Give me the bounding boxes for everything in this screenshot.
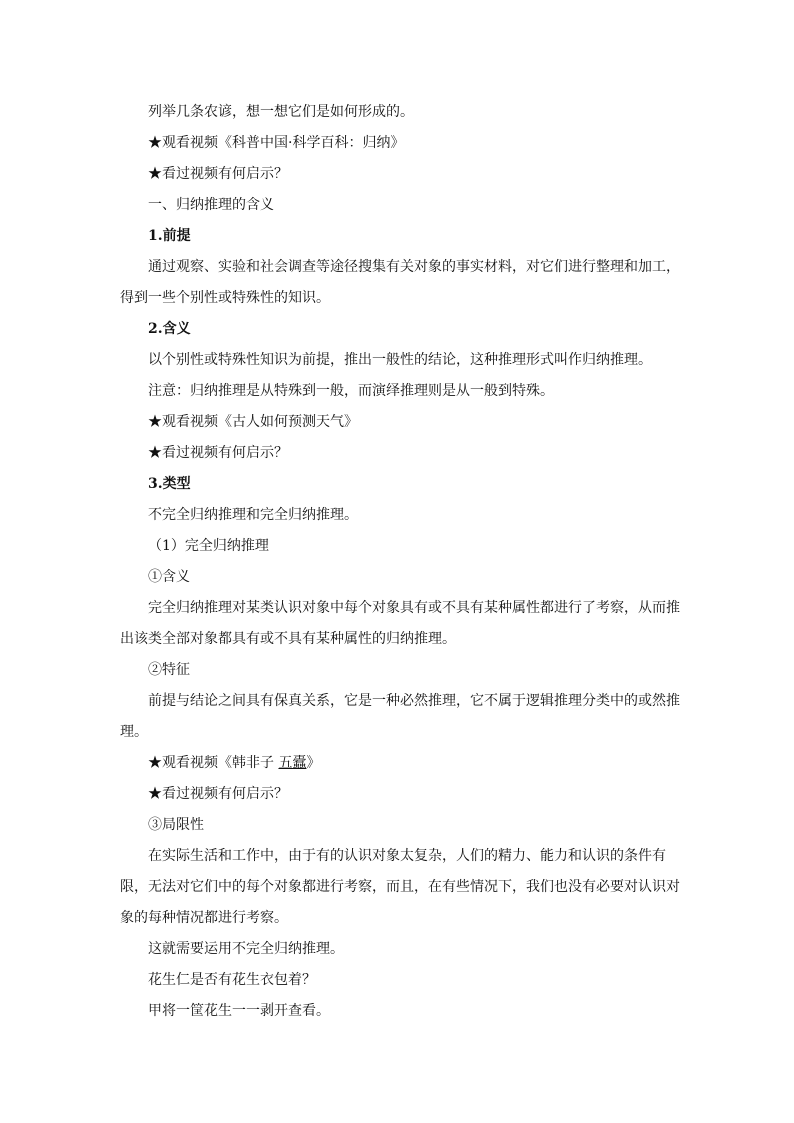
paragraph-meaning: 以个别性或特殊性知识为前提，推出一般性的结论，这种推理形式叫作归纳推理。 [148, 352, 652, 368]
question-line: ★看过视频有何启示？ [148, 786, 288, 802]
subheading-circled-2: ②特征 [148, 662, 190, 678]
subheading-premise: 1.前提 [148, 228, 191, 244]
subheading-types: 3.类型 [148, 476, 191, 492]
paragraph-characteristics: 前提与结论之间具有保真关系，它是一种必然推理，它不属于逻辑推理分类中的或然推理。 [120, 693, 680, 740]
subheading-complete-induction: （1）完全归纳推理 [148, 538, 269, 554]
video-prompt-line: ★观看视频《科普中国·科学百科：归纳》 [148, 135, 405, 151]
paragraph-premise: 通过观察、实验和社会调查等途径搜集有关对象的事实材料，对它们进行整理和加工，得到一些个别性或特殊性的知识。 [120, 259, 680, 306]
question-line: ★看过视频有何启示？ [148, 445, 288, 461]
subheading-meaning: 2.含义 [148, 321, 191, 337]
text-line: 甲将一筐花生一一剥开查看。 [148, 1003, 330, 1019]
question-line: ★看过视频有何启示？ [148, 166, 288, 182]
paragraph-complete-induction-meaning: 完全归纳推理对某类认识对象中每个对象具有或不具有某种属性都进行了考察，从而推出该类全部对象都具有或不具有某种属性的归纳推理。 [120, 600, 680, 647]
text-line: 不完全归纳推理和完全归纳推理。 [148, 507, 358, 523]
subheading-circled-3: ③局限性 [148, 817, 204, 833]
video-prompt-underlined: 五蠹 [278, 755, 307, 771]
note-line: 注意：归纳推理是从特殊到一般，而演绎推理则是从一般到特殊。 [148, 383, 554, 399]
text-line: 花生仁是否有花生衣包着？ [148, 972, 316, 988]
paragraph-limitations: 在实际生活和工作中，由于有的认识对象太复杂，人们的精力、能力和认识的条件有限，无法对它们中的每个对象都进行考察，而且，在有些情况下，我们也没有必要对认识对象的每种情况都进行考察。 [120, 848, 680, 926]
video-prompt-suffix: 》 [306, 755, 321, 771]
document-body [120, 97, 680, 1027]
video-prompt-line: ★观看视频《古人如何预测天气》 [148, 414, 358, 430]
text-line: 列举几条农谚，想一想它们是如何形成的。 [148, 104, 414, 120]
video-prompt-line [120, 748, 680, 779]
section-heading: 一、归纳推理的含义 [148, 197, 274, 213]
text-line: 这就需要运用不完全归纳推理。 [148, 941, 344, 957]
subheading-circled-1: ①含义 [148, 569, 190, 585]
video-prompt-prefix: ★观看视频《韩非子 [148, 755, 279, 771]
